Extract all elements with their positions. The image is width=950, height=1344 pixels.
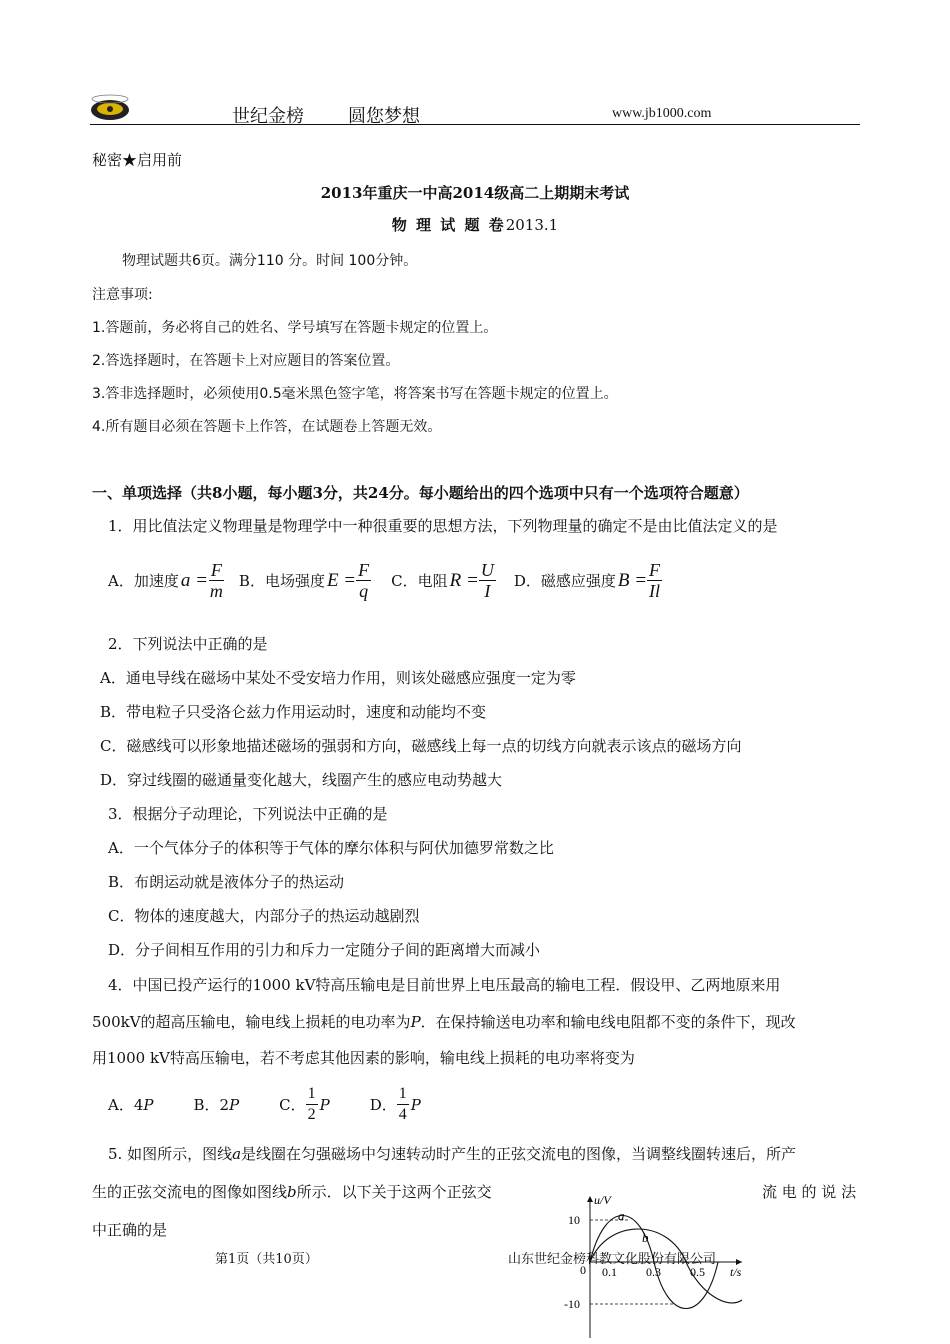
q5-line1-b: 是线圈在匀强磁场中匀速转动时产生的正弦交流电的图像，当调整线圈转速后，所产: [241, 1145, 797, 1163]
q2-option-c: C．磁感线可以形象地描述磁场的强弱和方向，磁感线上每一点的切线方向就表示该点的磁场方向: [100, 737, 742, 755]
graph-y-tick-bottom: -10: [564, 1297, 580, 1311]
q1-option-d-fraction: [647, 560, 662, 601]
q1-option-a-label: A．加速度: [108, 572, 179, 590]
graph-x-label: t/s: [730, 1265, 742, 1279]
subject-title-text: 物 理 试 题 卷: [391, 216, 506, 234]
q1-option-b-fraction: [356, 560, 371, 601]
footer-page-number: 第1页（共10页）: [215, 1252, 318, 1267]
q4-option-d-p: P: [410, 1095, 421, 1114]
note-3: 3.答非选择题时，必须使用0.5毫米黑色签字笔，将答案书写在答题卡规定的位置上。: [92, 386, 618, 402]
q1-option-c-label: C．电阻: [391, 572, 448, 590]
q5-line2-a: 生的正弦交流电的图像如图线: [92, 1183, 288, 1201]
q1-option-d-var: B =: [617, 569, 648, 591]
q1-stem: 1．用比值法定义物理量是物理学中一种很重要的思想方法，下列物理量的确定不是由比值法定义的是: [108, 517, 778, 535]
q4-option-c: [279, 1084, 330, 1125]
q1-option-a-fraction: [208, 560, 225, 601]
section1-title: 一、单项选择（共8小题，每小题3分，共24分。每小题给出的四个选项中只有一个选项符合题意）: [92, 484, 749, 502]
q4-line2-b: ．在保持输送电功率和输电线电阻都不变的条件下，现改: [420, 1013, 796, 1031]
exam-intro: 物理试题共6页。满分110 分。时间 100分钟。: [122, 253, 418, 269]
secret-label: 秘密★启用前: [92, 151, 183, 169]
q5-line2-b: 所示．以下关于这两个正弦交: [296, 1183, 492, 1201]
frac-den: I: [484, 581, 491, 601]
q5-line2: [92, 1182, 492, 1202]
graph-x-tick-3: 0.5: [690, 1265, 705, 1279]
q4-option-a: [108, 1094, 153, 1115]
q4-option-d-fraction: [397, 1084, 409, 1125]
q3-option-b: B．布朗运动就是液体分子的热运动: [108, 873, 345, 891]
frac-den: m: [209, 581, 223, 601]
q4-option-c-fraction: [306, 1084, 318, 1125]
q1-option-a-var: a =: [180, 569, 208, 591]
q4-option-d-text: D．: [369, 1096, 397, 1114]
q3-option-c: C．物体的速度越大，内部分子的热运动越剧烈: [108, 907, 420, 925]
q3-option-a: A．一个气体分子的体积等于气体的摩尔体积与阿伏加德罗常数之比: [108, 839, 554, 857]
q5-line3: 中正确的是: [92, 1221, 168, 1239]
q2-option-d: D．穿过线圈的磁通量变化越大，线圈产生的感应电动势越大: [100, 771, 503, 789]
subject-title: [0, 214, 950, 235]
graph-curve-b-label: b: [642, 1230, 649, 1245]
footer-company: 山东世纪金榜科教文化股份有限公司: [508, 1252, 717, 1267]
q5-var-a: a: [232, 1145, 242, 1163]
q4-option-d: [370, 1084, 421, 1125]
q4-line2: [92, 1012, 796, 1032]
notes-title: 注意事项:: [92, 287, 153, 303]
q4-option-a-p: P: [143, 1096, 154, 1114]
q4-option-a-text: A．4: [108, 1096, 144, 1114]
header-rule: [90, 124, 860, 125]
frac-num: F: [649, 560, 661, 580]
q2-option-b: B．带电粒子只受洛仑兹力作用运动时，速度和动能均不变: [100, 703, 487, 721]
header-slogan: 圆您梦想: [348, 106, 420, 127]
frac-num: U: [480, 560, 494, 580]
frac-num: 1: [306, 1084, 318, 1105]
q4-option-b-p: P: [229, 1096, 240, 1114]
frac-den: 4: [398, 1106, 407, 1123]
frac-den: Il: [649, 581, 661, 601]
q4-option-b: [193, 1094, 239, 1115]
q4-option-b-text: B．2: [193, 1096, 230, 1114]
q5-line1-a: 5. 如图所示，图线: [108, 1145, 233, 1163]
q1-option-b-label: B．电场强度: [238, 572, 325, 590]
q1-option-d-label: D．磁感应强度: [513, 572, 616, 590]
graph-x-tick-1: 0.1: [602, 1265, 617, 1279]
note-1: 1.答题前，务必将自己的姓名、学号填写在答题卡规定的位置上。: [92, 320, 498, 336]
note-4: 4.所有题目必须在答题卡上作答，在试题卷上答题无效。: [92, 419, 442, 435]
q5-line1: [108, 1144, 796, 1164]
frac-num: F: [358, 560, 370, 580]
q1-option-c-var: R =: [449, 569, 479, 591]
frac-den: 2: [307, 1106, 316, 1123]
graph-y-tick-top: 10: [568, 1213, 580, 1227]
q4-var-p: P: [410, 1013, 421, 1031]
q1-option-b-var: E =: [326, 569, 357, 591]
graph-curve-a-label: a: [618, 1208, 625, 1223]
frac-num: F: [210, 560, 222, 580]
q2-option-a: A．通电导线在磁场中某处不受安培力作用，则该处磁感应强度一定为零: [100, 669, 576, 687]
q4-line3: 用1000 kV特高压输电，若不考虑其他因素的影响，输电线上损耗的电功率将变为: [92, 1049, 635, 1067]
logo-icon: [88, 92, 132, 122]
graph-origin: 0: [580, 1263, 586, 1277]
q4-line1: 4．中国已投产运行的1000 kV特高压输电是目前世界上电压最高的输电工程．假设甲、乙两地原来用: [108, 976, 781, 994]
graph-y-label: u/V: [594, 1193, 611, 1207]
exam-title: 2013年重庆一中高2014级高二上期期末考试: [320, 184, 630, 202]
subject-date: 2013.1: [505, 216, 559, 234]
q4-option-c-p: P: [319, 1095, 330, 1114]
q5-var-b: b: [287, 1183, 297, 1201]
frac-den: q: [359, 581, 369, 601]
graph-y-arrow: [587, 1196, 593, 1202]
q2-stem: 2．下列说法中正确的是: [108, 635, 268, 653]
q3-option-d: D．分子间相互作用的引力和斥力一定随分子间的距离增大而减小: [108, 941, 541, 959]
q4-options: [108, 1084, 421, 1125]
frac-num: 1: [397, 1084, 409, 1105]
q5-line2-right: 流 电 的 说 法: [762, 1183, 857, 1201]
header-url[interactable]: www.jb1000.com: [612, 106, 712, 121]
q4-line2-a: 500kV的超高压输电，输电线上损耗的电功率为: [92, 1013, 411, 1031]
q1-options: [108, 560, 662, 601]
q1-option-c-fraction: [479, 560, 496, 601]
q3-stem: 3．根据分子动理论，下列说法中正确的是: [108, 805, 388, 823]
note-2: 2.答选择题时，在答题卡上对应题目的答案位置。: [92, 353, 400, 369]
q4-option-c-text: C．: [279, 1096, 306, 1114]
graph-x-tick-2: 0.3: [646, 1265, 661, 1279]
header-brand: 世纪金榜: [232, 106, 304, 127]
